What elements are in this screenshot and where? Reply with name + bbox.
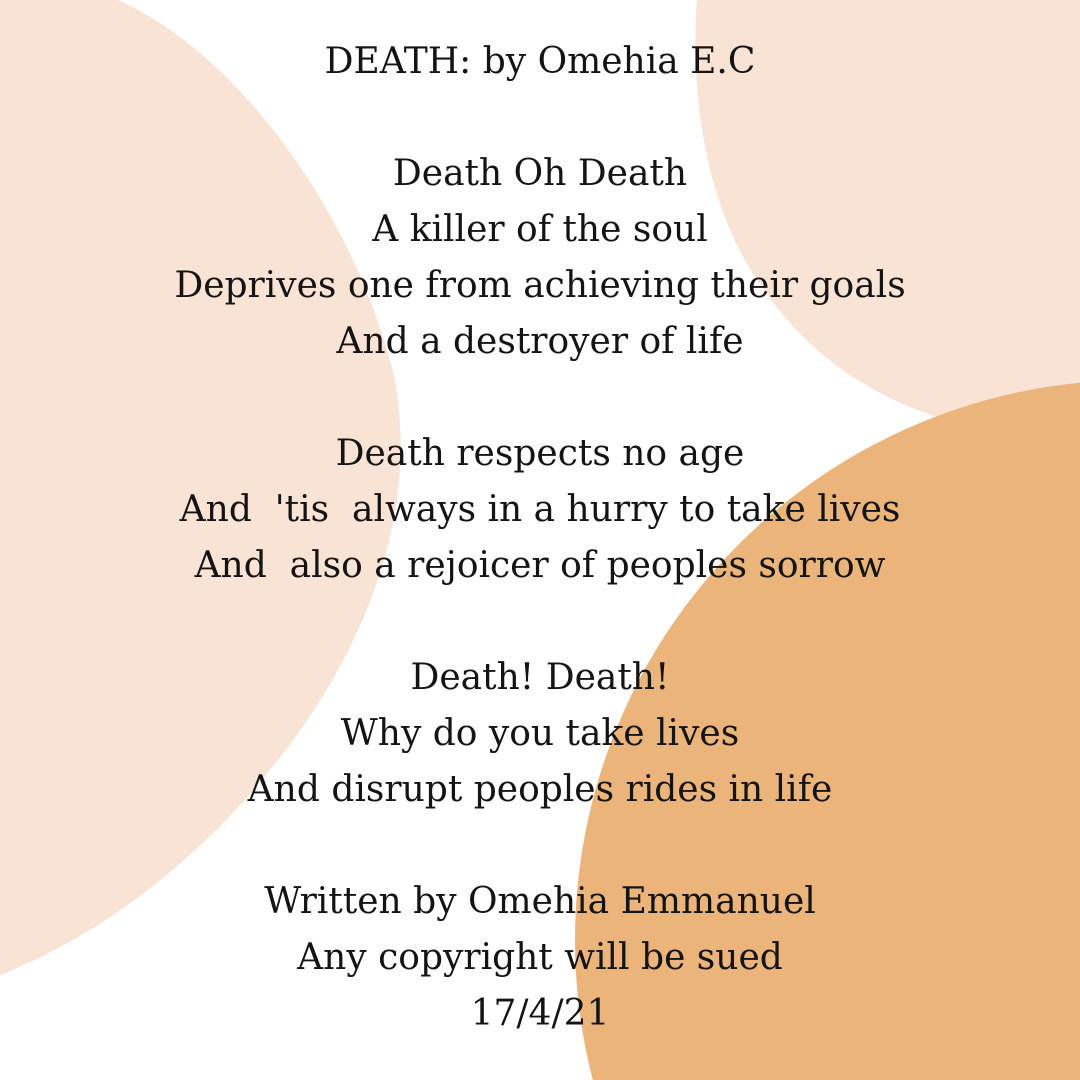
stanza-2-line-3: And also a rejoicer of peoples sorrow: [194, 545, 886, 586]
footer-date: 17/4/21: [470, 993, 610, 1034]
stanza-2-line-1: Death respects no age: [335, 433, 745, 474]
stanza-3-line-1: Death! Death!: [410, 657, 670, 698]
poem-title: DEATH: by Omehia E.C: [324, 41, 756, 82]
stanza-1-line-1: Death Oh Death: [392, 153, 688, 194]
stanza-3-line-2: Why do you take lives: [340, 713, 740, 754]
stanza-1-line-2: A killer of the soul: [372, 209, 708, 250]
stanza-1-line-4: And a destroyer of life: [336, 321, 744, 362]
stanza-1-line-3: Deprives one from achieving their goals: [174, 265, 906, 306]
footer-written-by: Written by Omehia Emmanuel: [264, 881, 816, 922]
stanza-3-line-3: And disrupt peoples rides in life: [247, 769, 833, 810]
stanza-2-line-2: And 'tis always in a hurry to take lives: [179, 489, 901, 530]
footer-copyright: Any copyright will be sued: [297, 937, 783, 978]
